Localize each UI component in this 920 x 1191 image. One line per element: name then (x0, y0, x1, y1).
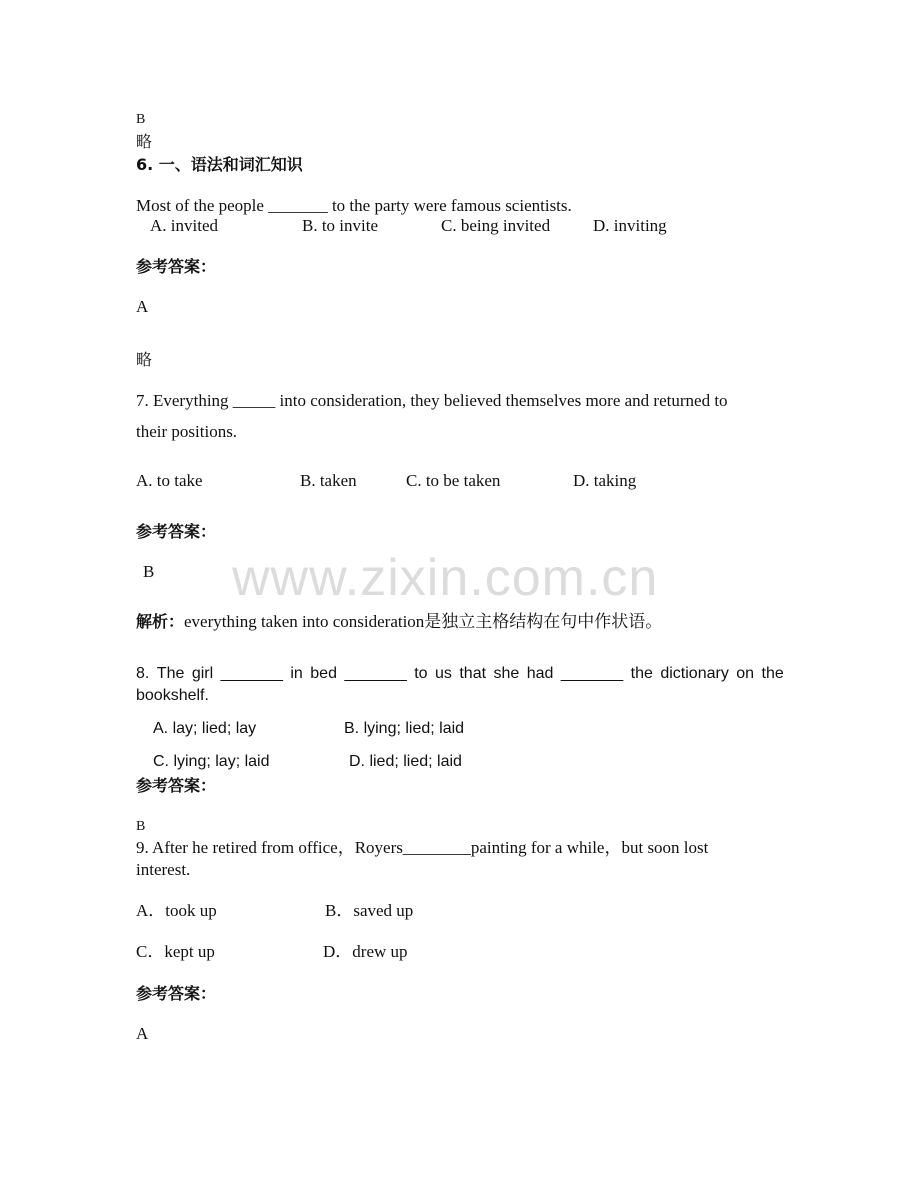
q8-word: that (459, 665, 487, 682)
q8-word: had (526, 665, 554, 682)
q8-word: to (414, 665, 428, 682)
q7-stem-line2: their positions. (136, 422, 238, 441)
watermark: www.zixin.com.cn (232, 549, 659, 607)
q8-option-d: D. lied; lied; laid (349, 753, 462, 770)
q8-word: in (290, 665, 303, 682)
q9-answer: A (136, 1024, 149, 1043)
q9-option-d: D．drew up (323, 942, 408, 961)
q6-answer-label: 参考答案： (136, 257, 217, 276)
q8-stem-line2: bookshelf. (136, 687, 209, 704)
q8-blank: _______ (344, 665, 407, 682)
q7-analysis (136, 612, 662, 632)
q8-answer: B (136, 819, 146, 834)
q8-word: the (630, 665, 653, 682)
q8-word: dictionary (660, 665, 729, 682)
q8-word: 8. (136, 665, 150, 682)
q8-word: on (736, 665, 755, 682)
q8-blank: _______ (560, 665, 624, 682)
q7-option-c: C. to be taken (406, 471, 501, 490)
q6-stem: Most of the people _______ to the party were famous scientists. (136, 196, 572, 215)
q7-analysis-text: everything taken into consideration是独立主格结构在句中作状语。 (184, 612, 663, 631)
q8-option-b: B. lying; lied; laid (344, 720, 465, 737)
q9-answer-label: 参考答案： (136, 984, 217, 1003)
q8-word: us (434, 665, 452, 682)
prev-note: 略 (136, 132, 153, 151)
q9-stem-line2: interest. (136, 860, 191, 879)
q8-word: the (761, 665, 784, 682)
q7-analysis-label: 解析： (136, 612, 185, 631)
q7-answer-label: 参考答案： (136, 522, 217, 541)
q7-answer: B (143, 562, 155, 581)
q8-option-a: A. lay; lied; lay (153, 720, 257, 737)
q6-option-a: A. invited (150, 216, 218, 235)
q6-option-d: D. inviting (593, 216, 667, 235)
q8-option-c: C. lying; lay; laid (153, 753, 270, 770)
q7-option-a: A. to take (136, 471, 203, 490)
q8-word: The (156, 665, 185, 682)
q9-option-a: A．took up (136, 901, 217, 920)
q7-option-d: D. taking (573, 471, 637, 490)
q6-heading: 6. 一、语法和词汇知识 (136, 155, 303, 174)
q6-note: 略 (136, 350, 153, 369)
prev-answer: B (136, 112, 146, 127)
q8-stem-line1 (136, 664, 784, 684)
q8-blank: _______ (220, 665, 283, 682)
q8-word: she (493, 665, 520, 682)
q7-stem-line1: 7. Everything _____ into consideration, they believed themselves more and returned to (136, 391, 728, 410)
q6-answer: A (136, 297, 149, 316)
q8-answer-label: 参考答案： (136, 776, 217, 795)
q8-word: bed (310, 665, 337, 682)
q9-option-b: B．saved up (325, 901, 414, 920)
q6-option-c: C. being invited (441, 216, 551, 235)
q9-stem-line1: 9. After he retired from office，Royers________painting for a while，but soon lost (136, 838, 709, 857)
q7-option-b: B. taken (300, 471, 357, 490)
q6-option-b: B. to invite (302, 216, 379, 235)
q9-option-c: C．kept up (136, 942, 215, 961)
q8-word: girl (191, 665, 214, 682)
